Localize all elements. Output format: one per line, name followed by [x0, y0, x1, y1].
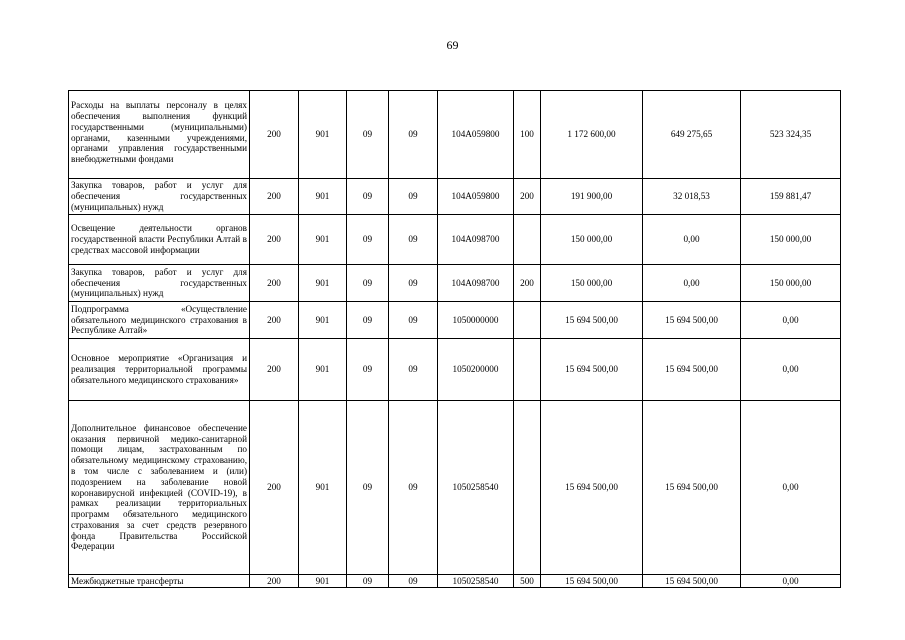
- cell-code: 200: [250, 401, 299, 575]
- table-row: [69, 215, 841, 265]
- cell-rest-amount: 0,00: [741, 302, 841, 339]
- table-row: [69, 179, 841, 215]
- cell-code: 901: [299, 401, 347, 575]
- cell-code: 200: [250, 302, 299, 339]
- row-description: Дополнительное финансовое обеспечение оказания первичной медико-санитарной помощи лицам, застрахованным по обязательному медицинскому страхованию, в том числе с заболеванием и (или) подозрением на заболевание новой коронавирусной инфекцией (COVID-19), в рамках реализации территориальных программ обязательного медицинского страхования за счет средств резервного фонда Правительства Российской Федерации: [69, 401, 250, 575]
- cell-done-amount: 15 694 500,00: [643, 401, 741, 575]
- cell-code: 200: [250, 215, 299, 265]
- cell-plan-amount: 1 172 600,00: [541, 91, 643, 179]
- cell-target-code: 1050000000: [438, 302, 514, 339]
- table-row: [69, 575, 841, 588]
- cell-code: 901: [299, 179, 347, 215]
- cell-target-code: 104А098700: [438, 215, 514, 265]
- cell-target-code: 104А059800: [438, 91, 514, 179]
- cell-expense-type: 500: [514, 575, 541, 588]
- cell-target-code: 104А098700: [438, 265, 514, 302]
- cell-code: 09: [347, 401, 389, 575]
- cell-plan-amount: 15 694 500,00: [541, 575, 643, 588]
- cell-rest-amount: 0,00: [741, 575, 841, 588]
- cell-code: 901: [299, 91, 347, 179]
- row-description: Основное мероприятие «Организация и реализация территориальной программы обязательного медицинского страхования»: [69, 339, 250, 401]
- table-row: [69, 265, 841, 302]
- cell-code: 09: [389, 339, 438, 401]
- cell-target-code: 104А059800: [438, 179, 514, 215]
- cell-plan-amount: 15 694 500,00: [541, 302, 643, 339]
- cell-code: 901: [299, 302, 347, 339]
- table-row: [69, 401, 841, 575]
- cell-done-amount: 0,00: [643, 215, 741, 265]
- cell-code: 09: [389, 265, 438, 302]
- cell-plan-amount: 15 694 500,00: [541, 401, 643, 575]
- cell-done-amount: 649 275,65: [643, 91, 741, 179]
- cell-code: 09: [389, 302, 438, 339]
- cell-code: 200: [250, 265, 299, 302]
- cell-plan-amount: 15 694 500,00: [541, 339, 643, 401]
- cell-plan-amount: 150 000,00: [541, 265, 643, 302]
- cell-rest-amount: 523 324,35: [741, 91, 841, 179]
- cell-code: 901: [299, 339, 347, 401]
- cell-code: 09: [389, 401, 438, 575]
- row-description: Расходы на выплаты персоналу в целях обеспечения выполнения функций государственными (муниципальными) органами, казенными учреждениями, органами управления государственными внебюджетными фондами: [69, 91, 250, 179]
- budget-table: [68, 90, 841, 588]
- cell-expense-type: [514, 339, 541, 401]
- cell-done-amount: 15 694 500,00: [643, 302, 741, 339]
- cell-code: 09: [389, 215, 438, 265]
- row-description: Подпрограмма «Осуществление обязательного медицинского страхования в Республике Алтай»: [69, 302, 250, 339]
- cell-code: 09: [347, 265, 389, 302]
- page-number: 69: [446, 38, 459, 52]
- cell-code: 09: [389, 91, 438, 179]
- cell-expense-type: [514, 215, 541, 265]
- cell-expense-type: [514, 401, 541, 575]
- cell-plan-amount: 150 000,00: [541, 215, 643, 265]
- cell-code: 09: [389, 575, 438, 588]
- cell-code: 09: [347, 575, 389, 588]
- cell-code: 901: [299, 265, 347, 302]
- table-row: [69, 339, 841, 401]
- cell-code: 09: [347, 339, 389, 401]
- cell-plan-amount: 191 900,00: [541, 179, 643, 215]
- cell-rest-amount: 0,00: [741, 401, 841, 575]
- cell-done-amount: 15 694 500,00: [643, 575, 741, 588]
- cell-expense-type: [514, 302, 541, 339]
- cell-code: 200: [250, 575, 299, 588]
- cell-code: 09: [347, 179, 389, 215]
- cell-expense-type: 200: [514, 179, 541, 215]
- cell-done-amount: 15 694 500,00: [643, 339, 741, 401]
- cell-target-code: 1050258540: [438, 401, 514, 575]
- row-description: Закупка товаров, работ и услуг для обеспечения государственных (муниципальных) нужд: [69, 179, 250, 215]
- cell-code: 200: [250, 339, 299, 401]
- cell-code: 09: [389, 179, 438, 215]
- cell-done-amount: 0,00: [643, 265, 741, 302]
- cell-expense-type: 200: [514, 265, 541, 302]
- row-description: Межбюджетные трансферты: [69, 575, 250, 588]
- cell-code: 901: [299, 575, 347, 588]
- cell-code: 200: [250, 179, 299, 215]
- cell-code: 09: [347, 91, 389, 179]
- cell-expense-type: 100: [514, 91, 541, 179]
- cell-code: 901: [299, 215, 347, 265]
- table-row: [69, 302, 841, 339]
- cell-code: 09: [347, 302, 389, 339]
- cell-code: 200: [250, 91, 299, 179]
- cell-done-amount: 32 018,53: [643, 179, 741, 215]
- cell-target-code: 1050258540: [438, 575, 514, 588]
- cell-rest-amount: 0,00: [741, 339, 841, 401]
- row-description: Освещение деятельности органов государственной власти Республики Алтай в средствах массовой информации: [69, 215, 250, 265]
- cell-target-code: 1050200000: [438, 339, 514, 401]
- cell-rest-amount: 150 000,00: [741, 265, 841, 302]
- cell-code: 09: [347, 215, 389, 265]
- cell-rest-amount: 150 000,00: [741, 215, 841, 265]
- cell-rest-amount: 159 881,47: [741, 179, 841, 215]
- row-description: Закупка товаров, работ и услуг для обеспечения государственных (муниципальных) нужд: [69, 265, 250, 302]
- table-row: [69, 91, 841, 179]
